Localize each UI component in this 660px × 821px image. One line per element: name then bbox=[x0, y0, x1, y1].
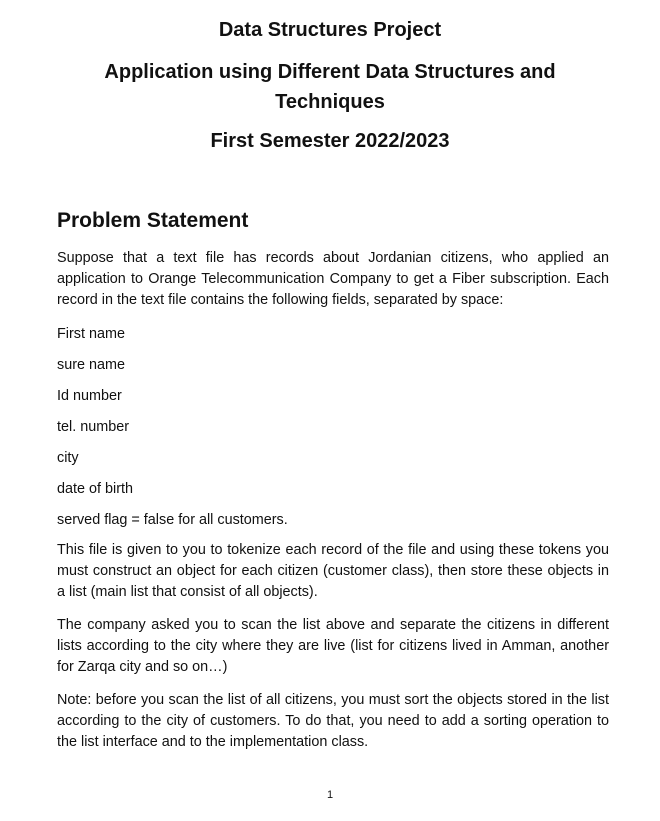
sorting-note-paragraph: Note: before you scan the list of all citizens, you must sort the objects stored in the list according to the city of customers. To do that, you need to add a sorting operation to the list interface and to the implementation class. bbox=[57, 692, 609, 750]
separate-lists-paragraph: The company asked you to scan the list above and separate the citizens in different lists according to the city where they are live (list for citizens lived in Amman, another for Zarqa city and so on…) bbox=[57, 617, 609, 675]
field-item-date-of-birth: date of birth bbox=[57, 481, 134, 497]
semester-line: First Semester 2022/2023 bbox=[210, 130, 450, 152]
field-item-tel-number: tel. number bbox=[57, 419, 129, 435]
document-subtitle: Application using Different Data Structures and Techniques bbox=[104, 61, 556, 113]
document-title: Data Structures Project bbox=[218, 19, 442, 41]
intro-paragraph: Suppose that a text file has records about Jordanian citizens, who applied an application to Orange Telecommunication Company to get a Fiber subscription. Each record in the text file contains the following fields, separated by space: bbox=[57, 250, 609, 308]
field-item-city: city bbox=[57, 450, 79, 466]
page-number: 1 bbox=[326, 789, 334, 801]
section-heading: Problem Statement bbox=[57, 209, 249, 232]
tokenize-paragraph: This file is given to you to tokenize each record of the file and using these tokens you must construct an object for each citizen (customer class), then store these objects in a list (main list that consist of all objects). bbox=[57, 542, 609, 600]
field-item-sure-name: sure name bbox=[57, 357, 125, 373]
field-item-id-number: Id number bbox=[57, 388, 122, 404]
field-item-served-flag: served flag = false for all customers. bbox=[57, 512, 288, 528]
field-item-first-name: First name bbox=[57, 326, 125, 342]
